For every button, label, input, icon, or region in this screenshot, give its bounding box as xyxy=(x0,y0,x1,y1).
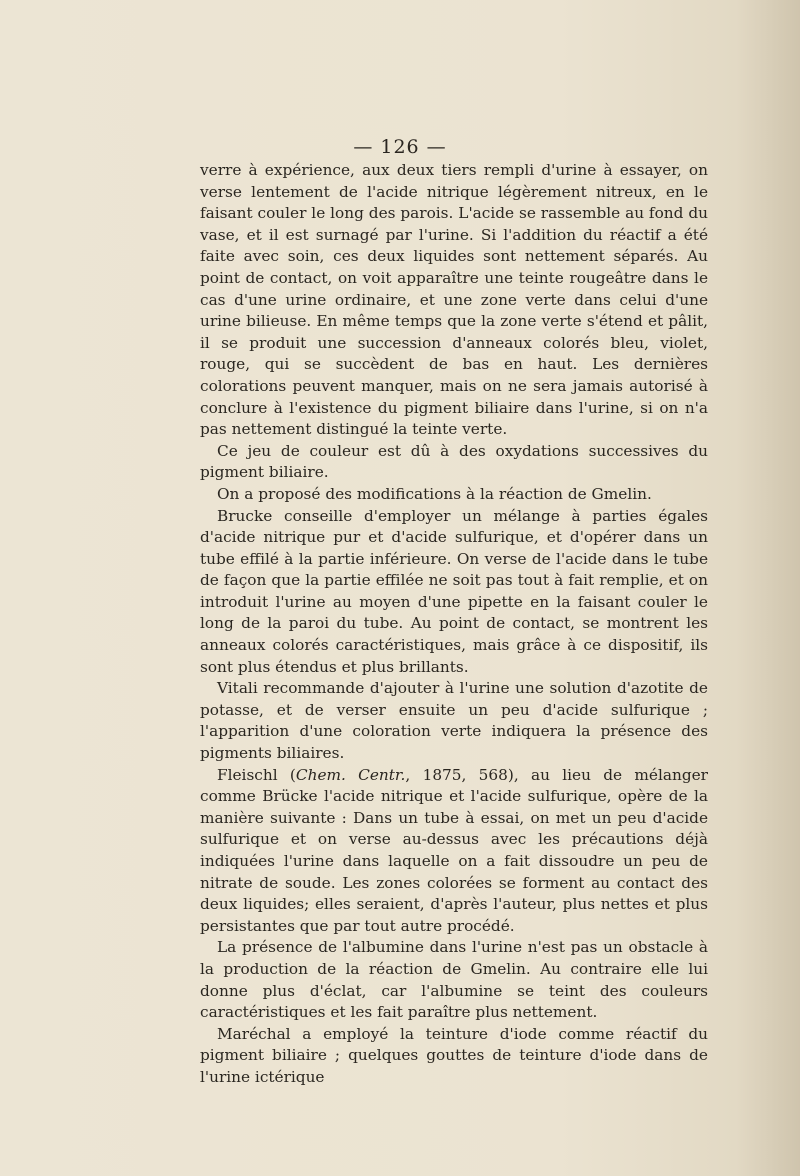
paragraph-8: Maréchal a employé la teinture d'iode comme réactif du pigment biliaire ; quelques gouttes de teinture d'iode dans de l'urine ictérique xyxy=(200,1024,708,1086)
paragraph-6-start: Fleischl ( xyxy=(217,765,296,784)
citation-title: Chem. Centr. xyxy=(295,765,406,784)
paragraph-6-rest: , 1875, 568), au lieu de mélanger comme Brücke l'acide nitrique et l'acide sulfurique, opère de la manière suivante : Dans un tube à essai, on met un peu d'acide sulfurique et on verse au-dessus avec les précautions déjà indiquées l'urine dans laquelle on a fait dissoudre un peu de nitrate de soude. Les zones colorées se forment au contact des deux liquides; elles seraient, d'après l'auteur, plus nettes et plus persistantes que par tout autre procédé. xyxy=(200,765,708,935)
paragraph-3: On a proposé des modifications à la réaction de Gmelin. xyxy=(217,484,652,503)
paragraph-7: La présence de l'albumine dans l'urine n'est pas un obstacle à la production de la réaction de Gmelin. Au contraire elle lui donne plus d'éclat, car l'albumine se teint des couleurs caractéristiques et les fait paraître plus nettement. xyxy=(200,938,708,1022)
body-text xyxy=(200,160,708,1089)
paragraph-1: verre à expérience, aux deux tiers rempli d'urine à essayer, on verse lentement de l'acide nitrique légèrement nitreux, en le faisant couler le long des parois. L'acide se rassemble au fond du vase, et il est surnagé par l'urine. Si l'addition du réactif a été faite avec soin, ces deux liquides sont nettement séparés. Au point de contact, on voit apparaître une teinte rougeâtre dans le cas d'une urine ordinaire, et une zone verte dans celui d'une urine bilieuse. En même temps que la zone verte s'étend et pâlit, il se produit une succession d'anneaux colorés bleu, violet, rouge, qui se succèdent de bas en haut. Les dernières colorations peuvent manquer, mais on ne sera jamais autorisé à conclure à l'existence du pigment biliaire dans l'urine, si on n'a pas nettement distingué la teinte verte. xyxy=(200,161,708,439)
paragraph-4: Brucke conseille d'employer un mélange à parties égales d'acide nitrique pur et d'acide sulfurique, et d'opérer dans un tube effilé à la partie inférieure. On verse de l'acide dans le tube de façon que la partie effilée ne soit pas tout à fait remplie, et on introduit l'urine au moyen d'une pipette en la faisant couler le long de la paroi du tube. Au point de contact, se montrent les anneaux colorés caractéristiques, mais grâce à ce dispositif, ils sont plus étendus et plus brillants. xyxy=(200,506,708,676)
paragraph-5: Vitali recommande d'ajouter à l'urine une solution d'azotite de potasse, et de verser ensuite un peu d'acide sulfurique ; l'apparition d'une coloration verte indiquera la présence des pigments biliaires. xyxy=(200,679,708,763)
page-number: — 126 — xyxy=(353,136,447,158)
paragraph-2: Ce jeu de couleur est dû à des oxydations successives du pigment biliaire. xyxy=(200,441,708,482)
paragraph-6 xyxy=(200,765,708,938)
